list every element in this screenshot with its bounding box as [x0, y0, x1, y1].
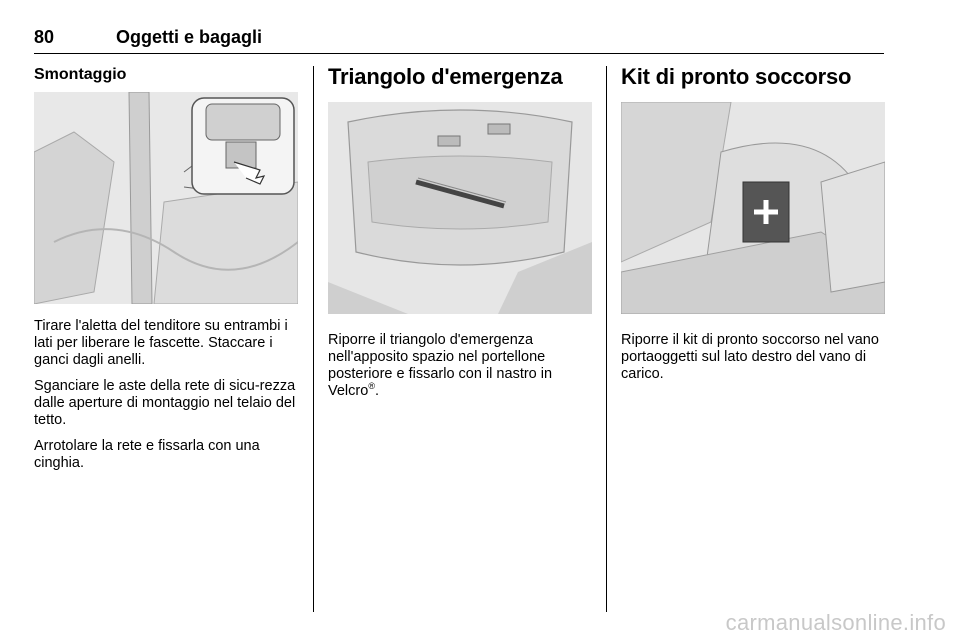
section-heading: Triangolo d'emergenza — [328, 64, 563, 89]
section-subheading: Smontaggio — [34, 66, 127, 83]
illustration-first-aid-compartment — [621, 102, 885, 314]
paragraph: Riporre il kit di pronto soccorso nel vano portaoggetti sul lato destro del vano di carico. — [621, 332, 879, 382]
paragraph: Sganciare le aste della rete di sicu-rezza dalle aperture di montaggio nel telaio del tetto. — [34, 378, 296, 428]
illustration-tailgate-triangle — [328, 102, 592, 314]
paragraph: Arrotolare la rete e fissarla con una cinghia. — [34, 438, 260, 471]
paragraph-end: . — [374, 383, 379, 399]
paragraph — [328, 332, 594, 400]
column-warning-triangle — [328, 60, 594, 409]
section-heading: Kit di pronto soccorso — [621, 64, 852, 89]
column-divider — [313, 66, 314, 612]
column-first-aid-kit — [621, 60, 887, 392]
illustration-safety-net-removal — [34, 92, 298, 304]
chapter-title: Oggetti e bagagli — [116, 27, 263, 47]
page-header — [34, 27, 884, 54]
watermark: carmanualsonline.info — [725, 610, 946, 635]
page-number: 80 — [34, 27, 55, 47]
paragraph: Tirare l'aletta del tenditore su entrambi i lati per liberare le fascette. Staccare i ganci dagli anelli. — [34, 318, 288, 368]
column-divider — [606, 66, 607, 612]
registered-mark: ® — [368, 381, 375, 392]
column-removal — [34, 60, 300, 481]
paragraph-text: Riporre il triangolo d'emergenza nell'apposito spazio nel portellone posteriore e fissarlo con il nastro in Velcro — [328, 332, 553, 399]
